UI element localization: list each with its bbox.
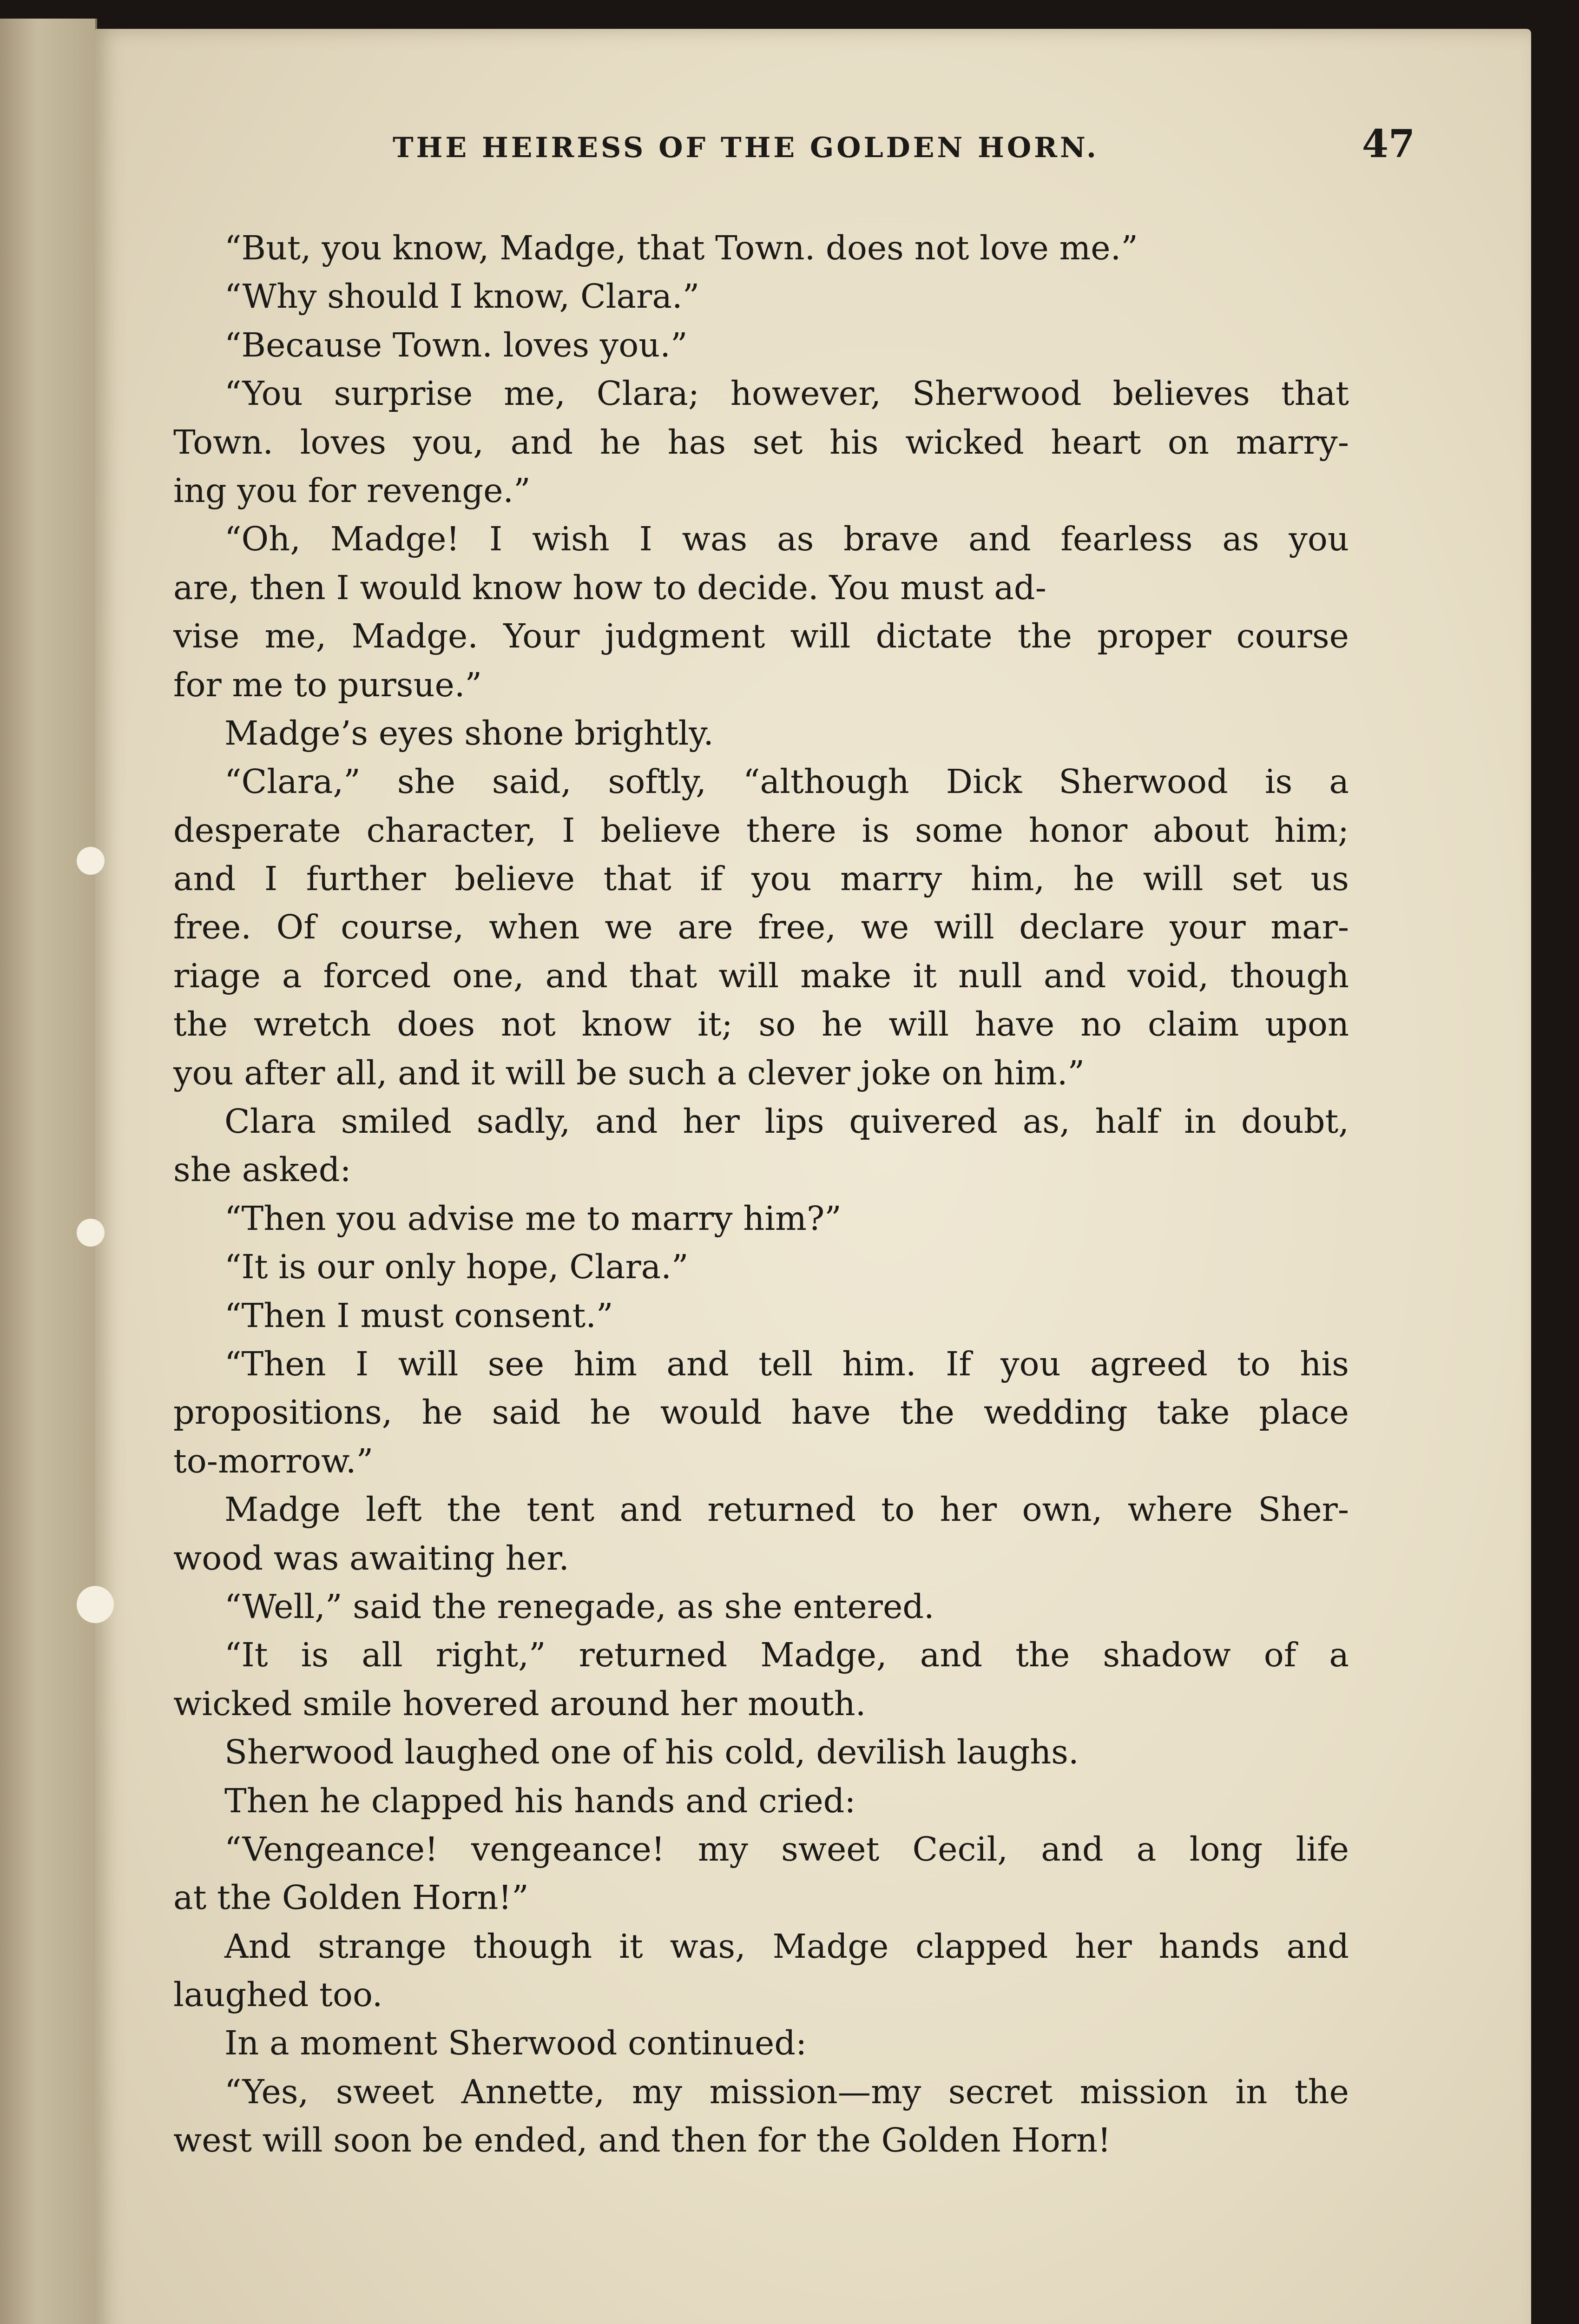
body-text bbox=[173, 224, 1349, 2165]
running-title: THE HEIRESS OF THE GOLDEN HORN. bbox=[393, 132, 1099, 164]
text-line: and I further believe that if you marry him, he will set us bbox=[173, 859, 1349, 898]
text-line: Madge left the tent and returned to her own, where Sher- bbox=[224, 1490, 1349, 1529]
text-line: for me to pursue.” bbox=[173, 665, 482, 704]
text-line: Clara smiled sadly, and her lips quivered as, half in doubt, bbox=[224, 1102, 1349, 1141]
page-tear-mark bbox=[77, 1586, 114, 1623]
text-line: And strange though it was, Madge clapped her hands and bbox=[224, 1927, 1349, 1966]
text-line: “Then I will see him and tell him. If you agreed to his bbox=[224, 1344, 1349, 1383]
text-line: free. Of course, when we are free, we will declare your mar- bbox=[173, 908, 1349, 947]
text-line: laughed too. bbox=[173, 1975, 383, 2014]
text-line: “You surprise me, Clara; however, Sherwood believes that bbox=[224, 374, 1349, 413]
text-line: “Then I must consent.” bbox=[224, 1296, 613, 1335]
text-line: at the Golden Horn!” bbox=[173, 1878, 529, 1917]
page-tear-mark bbox=[77, 847, 105, 875]
text-line: In a moment Sherwood continued: bbox=[224, 2024, 807, 2063]
previous-page-edge bbox=[0, 19, 97, 2324]
text-line: riage a forced one, and that will make it null and void, though bbox=[173, 956, 1349, 995]
text-line: Town. loves you, and he has set his wicked heart on marry- bbox=[173, 423, 1349, 462]
text-line: wicked smile hovered around her mouth. bbox=[173, 1684, 866, 1723]
text-line: the wretch does not know it; so he will have no claim upon bbox=[173, 1005, 1349, 1044]
text-line: Sherwood laughed one of his cold, devilish laughs. bbox=[224, 1733, 1079, 1772]
text-line: “Because Town. loves you.” bbox=[224, 325, 688, 364]
page-tear-mark bbox=[77, 1219, 105, 1247]
text-line: “But, you know, Madge, that Town. does not love me.” bbox=[224, 229, 1138, 267]
text-line: “Clara,” she said, softly, “although Dick Sherwood is a bbox=[224, 762, 1349, 801]
text-line: “It is our only hope, Clara.” bbox=[224, 1248, 689, 1287]
text-line: she asked: bbox=[173, 1150, 351, 1189]
text-line: wood was awaiting her. bbox=[173, 1538, 569, 1578]
text-line: “Oh, Madge! I wish I was as brave and fearless as you bbox=[224, 520, 1349, 559]
text-line: “Well,” said the renegade, as she entered. bbox=[224, 1587, 934, 1626]
text-line: Then he clapped his hands and cried: bbox=[224, 1781, 856, 1820]
text-line: “Why should I know, Clara.” bbox=[224, 277, 700, 316]
page-number: 47 bbox=[1362, 122, 1415, 166]
text-line: west will soon be ended, and then for the Golden Horn! bbox=[173, 2121, 1111, 2160]
text-line: vise me, Madge. Your judgment will dictate the proper course bbox=[173, 617, 1349, 656]
text-line: “It is all right,” returned Madge, and the shadow of a bbox=[224, 1636, 1349, 1675]
text-line: propositions, he said he would have the wedding take place bbox=[173, 1393, 1349, 1432]
text-line: “Then you advise me to marry him?” bbox=[224, 1199, 842, 1238]
running-head bbox=[393, 122, 1415, 166]
text-line: desperate character, I believe there is some honor about him; bbox=[173, 811, 1349, 850]
book-page bbox=[95, 29, 1531, 2324]
text-line: you after all, and it will be such a clever joke on him.” bbox=[173, 1053, 1085, 1092]
text-line: “Vengeance! vengeance! my sweet Cecil, and a long life bbox=[224, 1829, 1349, 1868]
text-line: “Yes, sweet Annette, my mission—my secret mission in the bbox=[224, 2072, 1349, 2111]
text-line: are, then I would know how to decide. You must ad- bbox=[173, 568, 1046, 607]
text-line: ing you for revenge.” bbox=[173, 471, 531, 510]
text-line: to-morrow.” bbox=[173, 1441, 374, 1480]
text-line: Madge’s eyes shone brightly. bbox=[224, 713, 714, 753]
